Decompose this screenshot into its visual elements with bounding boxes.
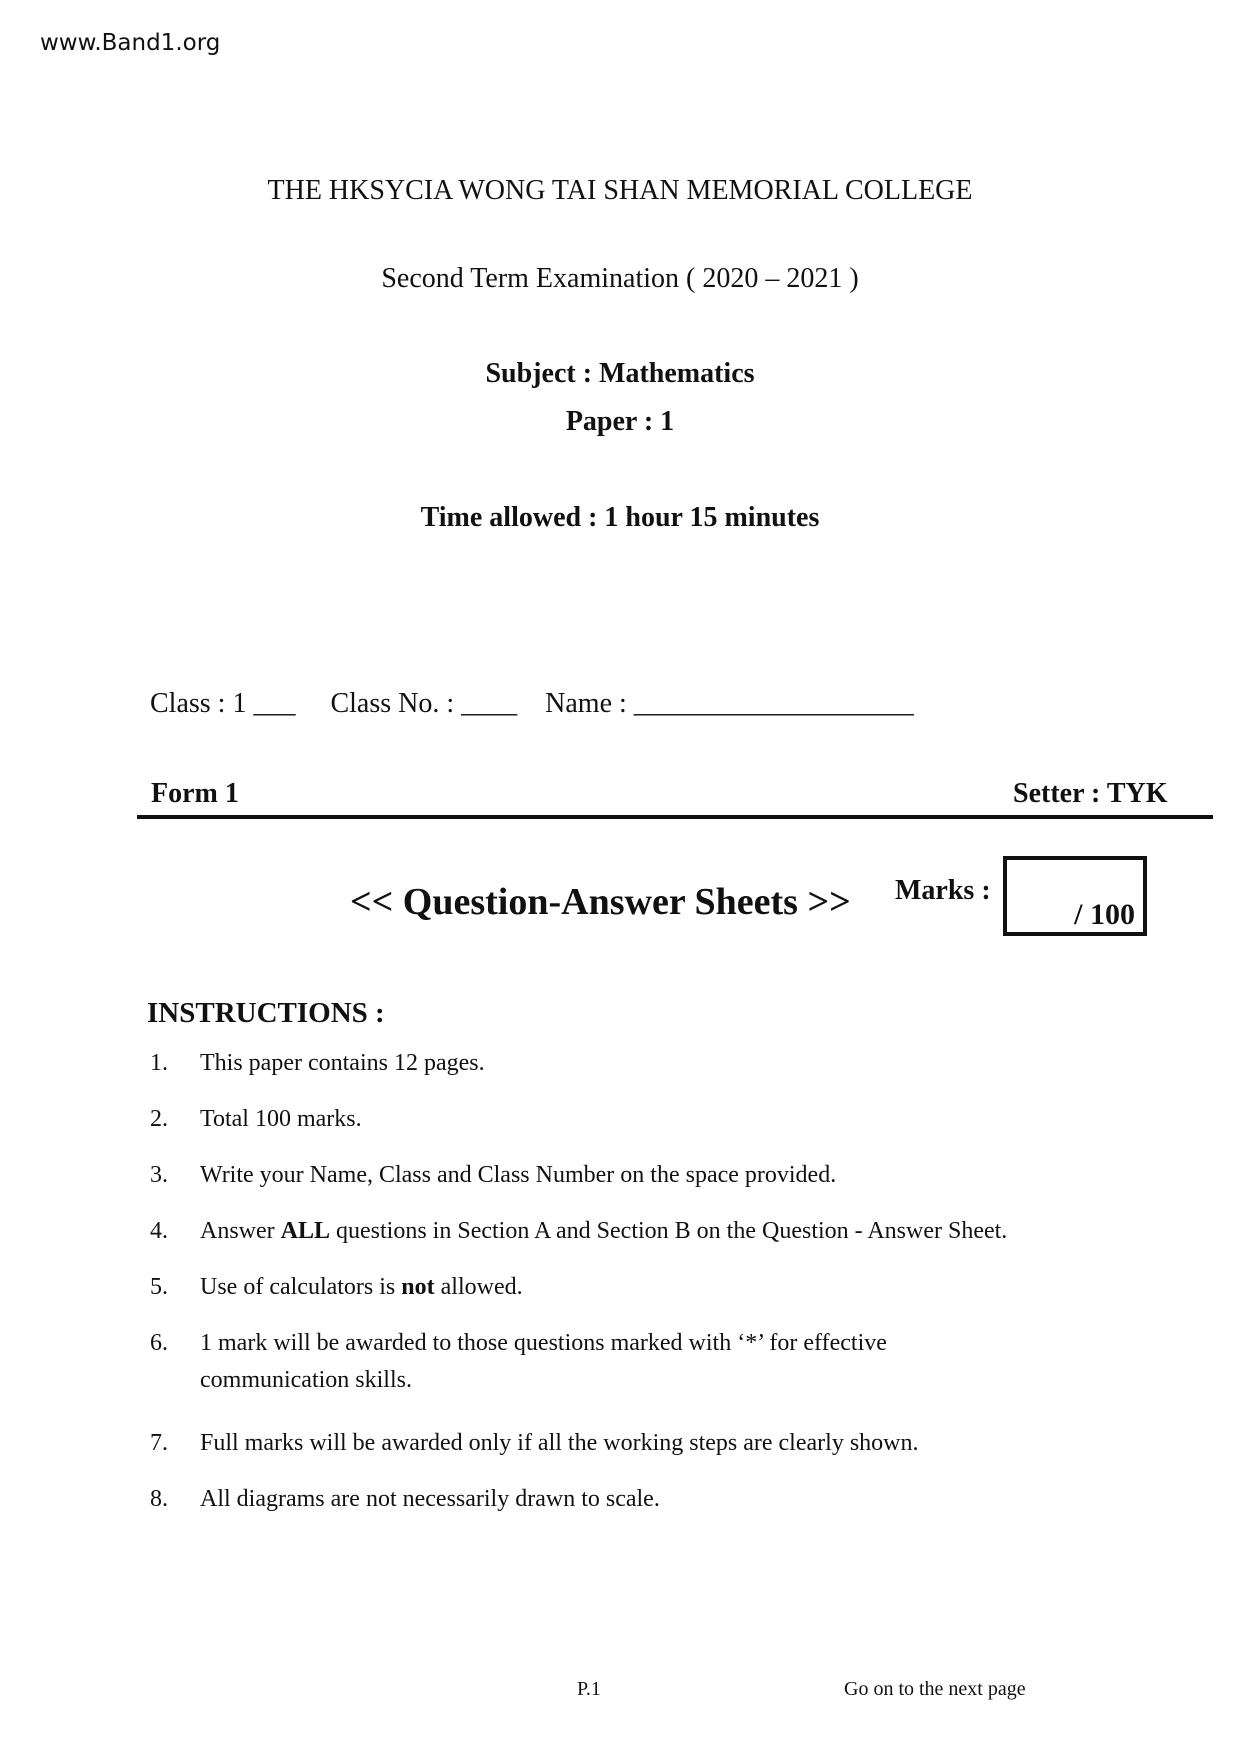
instruction-text: Use of calculators is not allowed.: [200, 1274, 523, 1300]
next-page-note: Go on to the next page: [844, 1678, 1026, 1700]
instruction-number: 4.: [150, 1218, 168, 1244]
instruction-number: 2.: [150, 1106, 168, 1132]
exam-title: Second Term Examination ( 2020 – 2021 ): [381, 263, 859, 294]
instructions-heading: INSTRUCTIONS :: [147, 997, 385, 1029]
instruction-number: 6.: [150, 1330, 168, 1356]
school-name: THE HKSYCIA WONG TAI SHAN MEMORIAL COLLEGE: [267, 175, 973, 206]
name-field[interactable]: Name : ____________________: [545, 688, 914, 719]
class-field[interactable]: Class : 1 ___: [150, 688, 296, 719]
instruction-text: Full marks will be awarded only if all the working steps are clearly shown.: [200, 1430, 919, 1456]
marks-label: Marks :: [895, 875, 991, 906]
sheet-title: << Question-Answer Sheets >>: [350, 881, 851, 923]
instruction-text: 1 mark will be awarded to those questions marked with ‘*’ for effective: [200, 1330, 887, 1356]
marks-box: [1003, 856, 1147, 936]
instruction-number: 3.: [150, 1162, 168, 1188]
student-fields: [150, 688, 914, 720]
instruction-text: This paper contains 12 pages.: [200, 1050, 485, 1076]
instruction-number: 5.: [150, 1274, 168, 1300]
instruction-text: All diagrams are not necessarily drawn to scale.: [200, 1486, 660, 1512]
form-level: Form 1: [151, 778, 239, 809]
instruction-number: 1.: [150, 1050, 168, 1076]
instruction-text-continued: communication skills.: [200, 1367, 412, 1393]
instruction-number: 7.: [150, 1430, 168, 1456]
page-number: P.1: [577, 1678, 601, 1700]
instruction-text: Total 100 marks.: [200, 1106, 362, 1132]
paper-number: Paper : 1: [565, 406, 675, 437]
subject: Subject : Mathematics: [485, 358, 755, 389]
instruction-number: 8.: [150, 1486, 168, 1512]
class-no-field[interactable]: Class No. : ____: [330, 688, 518, 719]
watermark: www.Band1.org: [40, 30, 221, 56]
instruction-text: Write your Name, Class and Class Number on the space provided.: [200, 1162, 837, 1188]
time-allowed: Time allowed : 1 hour 15 minutes: [420, 502, 820, 533]
marks-total: / 100: [1074, 898, 1135, 931]
header-divider: [137, 815, 1213, 819]
instruction-text: Answer ALL questions in Section A and Section B on the Question - Answer Sheet.: [200, 1218, 1008, 1244]
setter: Setter : TYK: [1013, 778, 1168, 809]
